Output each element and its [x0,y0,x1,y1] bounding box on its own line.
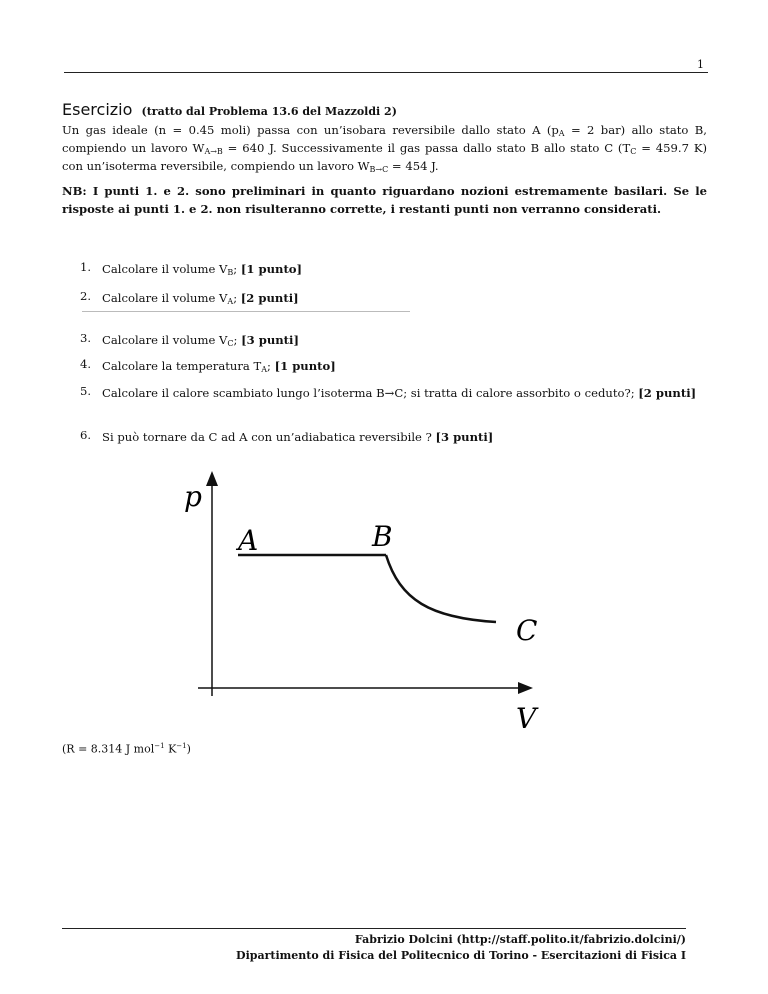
question-points: [3 punti] [435,430,494,444]
exercise-source: (tratto dal Problema 13.6 del Mazzoldi 2) [141,105,397,118]
question-text: Calcolare il volume V [102,333,228,347]
question-number: 1. [80,260,92,274]
question-points: [1 punto] [274,359,336,373]
intro-sub-2: A→B [204,147,223,156]
intro-text-3: = 640 J. Successivamente il gas passa dallo stato B allo stato C (T [222,141,631,155]
intro-text-1: Un gas ideale (n = 0.45 moli) passa con un’isobara reversibile dallo stato A (p [62,123,559,137]
gas-constant-note: (R = 8.314 J mol$^{-1}$ $K^{-1}$) [62,742,191,756]
point-c-label: C [516,614,538,647]
question-subscript: B [227,268,234,277]
question-number: 2. [80,289,92,303]
question-subscript: C [227,339,234,348]
question-number: 6. [80,428,92,442]
question-points: [2 punti] [240,291,299,305]
x-axis-label: V [516,702,537,735]
page-number: 1 [697,58,704,71]
footer-author: Fabrizio Dolcini (http://staff.polito.it/fabrizio.dolcini/) [354,933,686,946]
question-number: 5. [80,384,92,398]
pv-diagram [150,460,580,735]
question-text: Si può tornare da C ad A con un’adiabatica reversibile ? [102,430,436,444]
exercise-title: Esercizio [62,100,133,119]
note-paragraph: NB: I punti 1. e 2. sono preliminari in quanto riguardano nozioni estremamente basilari. Se le risposte ai punti 1. e 2. non risulteranno corrette, i restanti punti non verranno considerati. [62,184,707,216]
exercise-heading [62,100,397,119]
footer-department: Dipartimento di Fisica del Politecnico di Torino - Esercitazioni di Fisica I [236,949,686,962]
question-text: Calcolare il volume V [102,291,228,305]
question-subscript: A [261,365,268,374]
intro-sub-4: B→C [369,165,389,174]
problem-statement [62,121,707,175]
question-points: [1 punto] [240,262,303,276]
intro-text-4: = 459.7 K) con un’isoterma reversibile, compiendo un lavoro W [62,141,708,173]
point-a-label: A [238,524,259,557]
intro-sub-1: A [558,129,565,138]
question-text: Calcolare la temperatura T [102,359,262,373]
question-points: [2 punti] [638,386,697,400]
question-text: Calcolare il volume V [102,262,228,276]
question-points: [3 punti] [241,333,299,347]
footer [236,932,686,964]
intro-text-5: = 454 J. [388,159,439,173]
point-b-label: B [372,520,393,553]
question-text: Calcolare il calore scambiato lungo l’isoterma B→C; si tratta di calore assorbito o ceduto?; [102,386,639,400]
intro-sub-3: C [630,147,637,156]
header-divider [64,72,708,73]
y-axis-label: p [184,480,202,513]
question-number: 3. [80,331,92,345]
footer-divider [62,928,686,929]
faint-divider [82,311,410,312]
question-subscript: A [227,297,234,306]
question-number: 4. [80,357,92,371]
intro-text-2: = 2 bar) allo stato B, compiendo un lavoro W [62,123,707,155]
isotherm-curve [386,555,496,622]
